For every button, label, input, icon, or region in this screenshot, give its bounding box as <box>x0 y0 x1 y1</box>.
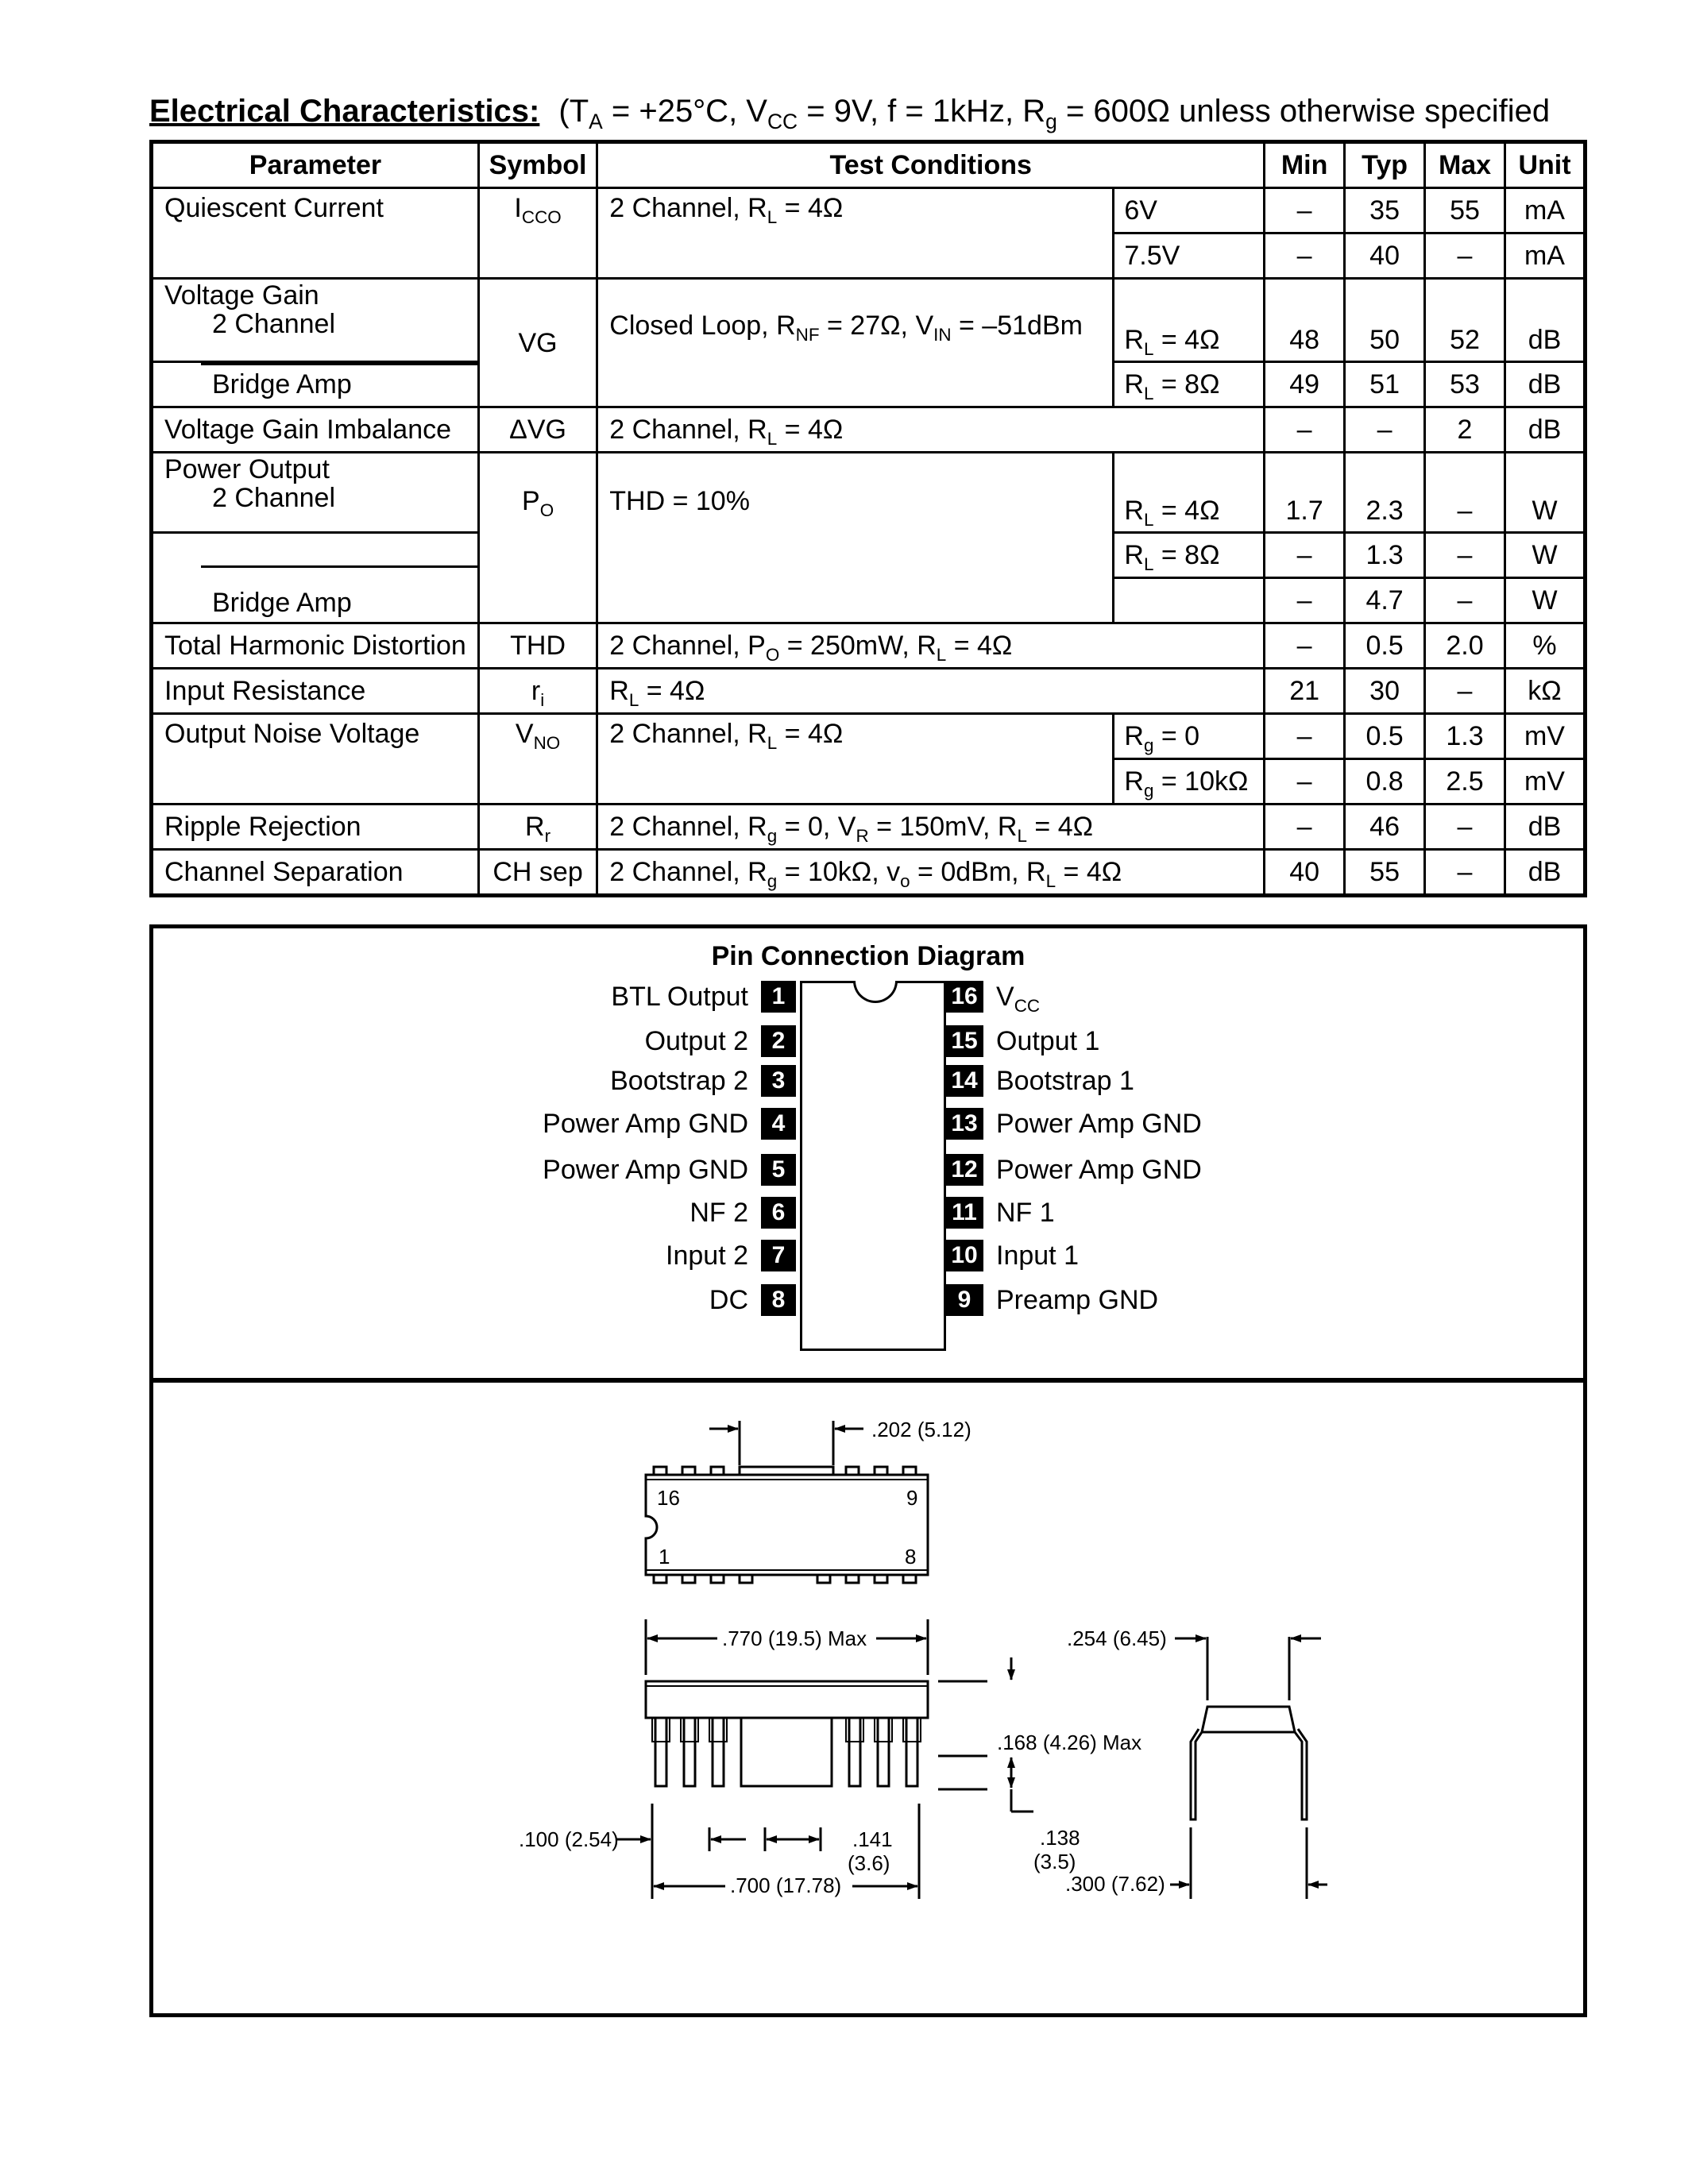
corner-label-9: 9 <box>906 1486 918 1510</box>
pin-12: 12 Power Amp GND <box>945 1152 1202 1184</box>
value-unit: mV <box>1505 714 1585 759</box>
dim-body-width: .254 (6.45) <box>1067 1626 1167 1650</box>
dim-lead-space: .141 <box>852 1827 893 1851</box>
value-max: 52 <box>1425 279 1505 362</box>
cond-voltage-gain: Closed Loop, $R_{NF} = 27\Omega$, $V_{IN} = -51dBm$ <box>597 279 1114 407</box>
cond-gain-imbalance: 2 Channel, $R_L = 4\Omega$ <box>597 407 1265 453</box>
cond-separation: 2 Channel, $R_g = 10k\Omega$, $v_o = 0dBm$, $R_L = 4\Omega$ <box>597 850 1265 896</box>
dim-span: .700 (17.78) <box>730 1873 842 1897</box>
pin-9: 9 Preamp GND <box>945 1283 1158 1314</box>
param-quiescent-current: Quiescent Current <box>152 188 479 279</box>
value-typ: 50 <box>1345 279 1425 362</box>
value-typ: 40 <box>1345 233 1425 279</box>
symbol-vno: $V_{NO}$ <box>478 714 597 805</box>
pin-16: 16 $V_{CC}$ <box>945 979 1040 1011</box>
value-min: 49 <box>1265 362 1345 407</box>
symbol-po: $P_O$ <box>478 453 597 623</box>
col-header-unit: Unit <box>1505 142 1585 188</box>
value-typ: 30 <box>1345 669 1425 714</box>
value-typ: 51 <box>1345 362 1425 407</box>
dim-top-width: .202 (5.12) <box>871 1418 971 1441</box>
corner-label-16: 16 <box>657 1486 680 1510</box>
value-typ: – <box>1345 407 1425 453</box>
param-thd: Total Harmonic Distortion <box>152 623 479 669</box>
value-max: 1.3 <box>1425 714 1505 759</box>
param-power-output: Power Output 2 Channel <box>152 453 479 533</box>
cond-noise: 2 Channel, $R_L = 4\Omega$ <box>597 714 1114 805</box>
cond-rg-10k: $R_g = 10k\Omega$ <box>1114 759 1265 805</box>
dim-pitch: .100 (2.54) <box>519 1827 619 1851</box>
table-row <box>152 669 1586 714</box>
value-min: – <box>1265 188 1345 233</box>
param-bridge-amp: Bridge Amp <box>152 362 479 407</box>
table-row <box>152 623 1586 669</box>
value-typ: 4.7 <box>1345 578 1425 623</box>
value-min: – <box>1265 533 1345 578</box>
table-header-row <box>152 142 1586 188</box>
dim-row-space: .300 (7.62) <box>1065 1872 1165 1896</box>
col-header-test-conditions: Test Conditions <box>597 142 1265 188</box>
pin-14: 14 Bootstrap 1 <box>945 1063 1134 1095</box>
value-max: 2 <box>1425 407 1505 453</box>
package-outline-drawing <box>149 1379 1587 2017</box>
param-output-noise: Output Noise Voltage <box>152 714 479 805</box>
col-header-typ: Typ <box>1345 142 1425 188</box>
ic-notch <box>853 981 898 1003</box>
col-header-parameter: Parameter <box>152 142 479 188</box>
symbol-delta-vg: ΔVG <box>478 407 597 453</box>
package-end-view <box>1170 1637 1327 1899</box>
value-min: – <box>1265 714 1345 759</box>
diagram-title: Pin Connection Diagram <box>711 941 1026 971</box>
value-min: 40 <box>1265 850 1345 896</box>
table-row <box>152 805 1586 850</box>
value-unit: dB <box>1505 407 1585 453</box>
cond-input-resistance: $R_L = 4\Omega$ <box>597 669 1265 714</box>
pin-connection-diagram <box>149 924 1587 1382</box>
package-side-view <box>617 1619 1033 1899</box>
table-row <box>152 279 1586 362</box>
param-channel-separation: Channel Separation <box>152 850 479 896</box>
value-min: 1.7 <box>1265 453 1345 533</box>
value-max: – <box>1425 453 1505 533</box>
value-min: – <box>1265 805 1345 850</box>
value-max: 2.5 <box>1425 759 1505 805</box>
package-outline-svg <box>153 1383 1583 2013</box>
value-min: – <box>1265 578 1345 623</box>
pin-10: 10 Input 1 <box>945 1238 1079 1270</box>
table-row <box>152 407 1586 453</box>
value-unit: dB <box>1505 362 1585 407</box>
value-unit: W <box>1505 453 1585 533</box>
dim-body-length: .770 (19.5) Max <box>722 1626 867 1650</box>
value-min: 48 <box>1265 279 1345 362</box>
value-unit: % <box>1505 623 1585 669</box>
value-min: – <box>1265 623 1345 669</box>
value-unit: kΩ <box>1505 669 1585 714</box>
param-voltage-gain: Voltage Gain 2 Channel <box>152 279 479 362</box>
cond-power-output: THD = 10% <box>597 453 1114 623</box>
value-max: – <box>1425 850 1505 896</box>
value-unit: dB <box>1505 805 1585 850</box>
value-max: 53 <box>1425 362 1505 407</box>
value-unit: W <box>1505 578 1585 623</box>
cond-rg-0: $R_g = 0$ <box>1114 714 1265 759</box>
value-unit: dB <box>1505 279 1585 362</box>
pin-1: BTL Output 1 <box>611 979 796 1011</box>
pin-8: DC 8 <box>709 1283 796 1314</box>
package-top-view <box>646 1421 928 1583</box>
symbol-thd: THD <box>478 623 597 669</box>
value-max: – <box>1425 533 1505 578</box>
value-max: 55 <box>1425 188 1505 233</box>
cond-rl-8: $R_L = 8\Omega$ <box>1114 533 1265 578</box>
corner-label-1: 1 <box>659 1545 670 1569</box>
value-max: – <box>1425 805 1505 850</box>
pin-11: 11 NF 1 <box>945 1195 1055 1227</box>
cond-rl-8: $R_L = 8\Omega$ <box>1114 362 1265 407</box>
value-max: 2.0 <box>1425 623 1505 669</box>
param-input-resistance: Input Resistance <box>152 669 479 714</box>
cond-bridge-empty <box>1114 578 1265 623</box>
value-max: – <box>1425 578 1505 623</box>
pin-4: Power Amp GND 4 <box>543 1106 796 1138</box>
dim-lead-space-mm: (3.6) <box>848 1851 890 1875</box>
section-heading: Electrical Characteristics: ($T_A = +25^\circ C$, $V_{CC} = 9V$, f = 1kHz, $R_g = 600\Omega$ unless otherwise specified <box>149 94 1551 134</box>
value-unit: W <box>1505 533 1585 578</box>
dim-height: .168 (4.26) Max <box>997 1731 1142 1754</box>
pin-13: 13 Power Amp GND <box>945 1106 1202 1138</box>
value-min: 21 <box>1265 669 1345 714</box>
value-max: – <box>1425 669 1505 714</box>
cond-supply-6v: 6V <box>1114 188 1265 233</box>
param-ripple-rejection: Ripple Rejection <box>152 805 479 850</box>
value-typ: 55 <box>1345 850 1425 896</box>
value-typ: 0.8 <box>1345 759 1425 805</box>
pin-7: Input 2 7 <box>666 1238 796 1270</box>
symbol-rr: $R_r$ <box>478 805 597 850</box>
electrical-characteristics-table <box>149 140 1587 897</box>
dim-lead-length-mm: (3.5) <box>1033 1850 1076 1873</box>
param-voltage-gain-imbalance: Voltage Gain Imbalance <box>152 407 479 453</box>
param-bridge-amp: Bridge Amp <box>152 533 479 623</box>
pin-3: Bootstrap 2 3 <box>610 1063 796 1095</box>
value-min: – <box>1265 407 1345 453</box>
heading-label: Electrical Characteristics: <box>149 94 540 129</box>
cond-ripple: 2 Channel, $R_g = 0$, $V_R = 150mV$, $R_L = 4\Omega$ <box>597 805 1265 850</box>
dim-lead-length: .138 <box>1040 1826 1080 1850</box>
symbol-icco: $I_{CCO}$ <box>478 188 597 279</box>
col-header-symbol: Symbol <box>478 142 597 188</box>
value-max: – <box>1425 233 1505 279</box>
table-row <box>152 188 1586 233</box>
cond-rl-4: $R_L = 4\Omega$ <box>1114 279 1265 362</box>
pin-2: Output 2 2 <box>645 1024 796 1055</box>
value-typ: 0.5 <box>1345 714 1425 759</box>
cond-thd: 2 Channel, $P_O = 250mW$, $R_L = 4\Omega$ <box>597 623 1265 669</box>
table-row <box>152 850 1586 896</box>
cond-supply-7-5v: 7.5V <box>1114 233 1265 279</box>
value-unit: dB <box>1505 850 1585 896</box>
corner-label-8: 8 <box>905 1545 917 1569</box>
value-min: – <box>1265 233 1345 279</box>
value-typ: 46 <box>1345 805 1425 850</box>
table-row <box>152 453 1586 533</box>
pin-15: 15 Output 1 <box>945 1024 1099 1055</box>
value-unit: mA <box>1505 233 1585 279</box>
value-typ: 2.3 <box>1345 453 1425 533</box>
value-typ: 0.5 <box>1345 623 1425 669</box>
col-header-max: Max <box>1425 142 1505 188</box>
cond-rl-4: $R_L = 4\Omega$ <box>1114 453 1265 533</box>
value-unit: mV <box>1505 759 1585 805</box>
value-unit: mA <box>1505 188 1585 233</box>
ic-dip-body <box>800 981 946 1351</box>
cond-quiescent: 2 Channel, $R_L = 4\Omega$ <box>597 188 1114 279</box>
table-row <box>152 714 1586 759</box>
col-header-min: Min <box>1265 142 1345 188</box>
pin-6: NF 2 6 <box>689 1195 796 1227</box>
symbol-ri: $r_i$ <box>478 669 597 714</box>
pin-5: Power Amp GND 5 <box>543 1152 796 1184</box>
value-typ: 1.3 <box>1345 533 1425 578</box>
symbol-vg: VG <box>478 279 597 407</box>
value-min: – <box>1265 759 1345 805</box>
symbol-ch-sep: CH sep <box>478 850 597 896</box>
value-typ: 35 <box>1345 188 1425 233</box>
